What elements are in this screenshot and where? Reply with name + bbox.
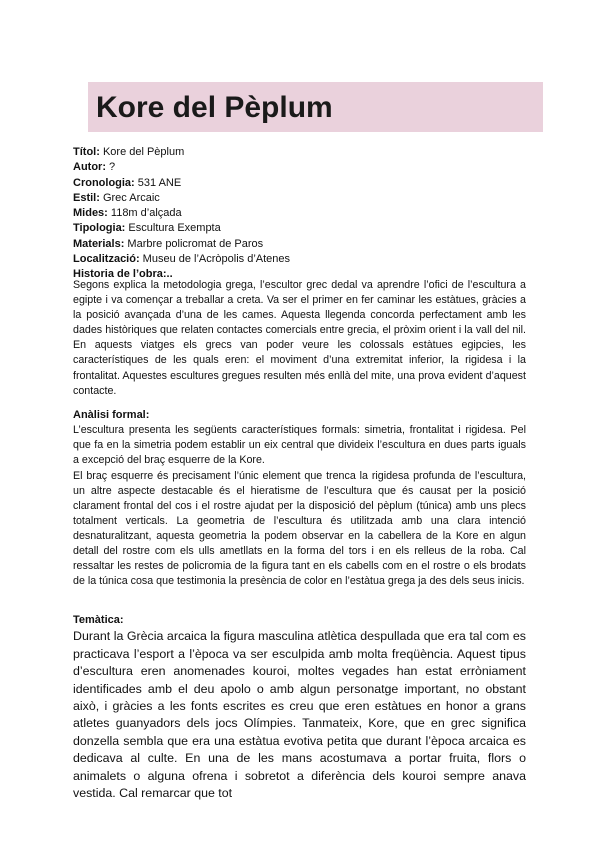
meta-value: ?	[106, 161, 116, 174]
tematica-heading: Temàtica:	[73, 614, 124, 626]
meta-row	[73, 145, 533, 160]
meta-value: Escultura Exempta	[125, 222, 221, 235]
tematica-section	[73, 613, 526, 802]
analisi-section	[73, 408, 526, 589]
tematica-paragraph: Durant la Grècia arcaica la figura masculina atlètica despullada que era tal com es practicava l’esport a l’època va ser esculpida amb molta freqüència. Aquest tipus d’escultura eren anomenades kouroi, moltes vegades han estat erròniament identificades amb el deu apolo o amb algun personatge important, no obstant això, i gràcies a les fonts escrites es creu que eren estàtues en honor a grans atletes guanyadors dels jocs Olímpies. Tanmateix, Kore, que en grec significa donzella sembla que era una estàtua evotiva petita que durant l’època arcaica es dedicava al culte. En una de les mans acostumava a portar fruita, flors o animalets o alguna ofrena i sobretot a diferència dels kouroi sempre anava vestida. Cal remarcar que tot	[73, 629, 526, 800]
meta-value: 531 ANE	[134, 176, 182, 189]
meta-label: Mides:	[73, 207, 108, 220]
meta-label: Estil:	[73, 191, 100, 204]
meta-value: Kore del Pèplum	[99, 146, 185, 158]
meta-row	[73, 191, 533, 206]
meta-row	[73, 252, 533, 267]
page-title: Kore del Pèplum	[96, 91, 333, 124]
meta-value: Grec Arcaic	[99, 191, 160, 204]
meta-label: Tipologia:	[73, 222, 126, 235]
meta-value: 118m d’alçada	[107, 207, 182, 220]
meta-label: Autor:	[73, 161, 106, 174]
meta-label: Materials:	[73, 237, 125, 250]
meta-row	[73, 206, 533, 221]
meta-row	[73, 221, 533, 236]
meta-row	[73, 160, 533, 175]
meta-label: Historia de l’obra:..	[73, 268, 173, 281]
analisi-heading: Anàlisi formal:	[73, 409, 150, 421]
meta-row	[73, 237, 533, 252]
meta-value: Marbre policromat de Paros	[124, 237, 264, 250]
analisi-paragraph-2: El braç esquerre és precisament l’únic element que trenca la rigidesa profunda de l’escultura, un altre aspecte destacable és el hieratisme de l’escultura que és causat per la posició clarament frontal del cos i el rostre ajudat per la disposició del pèplum (túnica) amb uns plecs totalment verticals. La geometria de l’escultura és utilitzada amb una clara intenció desnaturalitzant, aquesta geometria la podem observar en la cabellera de la Kore en algun detall del rostre com els ulls ametllats en la forma del tors i en els relleus de la roba. Cal ressaltar les restes de policromia de la figura tant en els cabells com en el rostre o els brodats de la túnica cosa que testimonia la presència de color en l’estàtua grega ja des dels seus inicis.	[73, 469, 526, 588]
meta-row	[73, 176, 533, 191]
title-banner	[88, 82, 543, 132]
meta-value: Museu de l’Acròpolis d’Atenes	[139, 253, 291, 266]
analisi-paragraph-1: L’escultura presenta les següents característiques formals: simetria, frontalitat i rigidesa. Pel que fa en la simetria podem establir un eix central que divideix l’escultura en dues parts iguals a excepció del braç esquerre de la Kore.	[73, 424, 526, 467]
meta-label: Títol:	[73, 146, 100, 158]
historia-section	[73, 278, 526, 399]
historia-paragraph: Segons explica la metodologia grega, l’escultor grec dedal va aprendre l’ofici de l’escultura a egipte i va començar a treballar a creta. Va ser el primer en fer caminar les estàtues, gràcies a la posició avançada d’una de les cames. Aquesta llegenda concorda perfectament amb les dades històriques que relaten contactes comercials entre grecia, el pròxim orient i la vall del nil. En aquests viatges els grecs van poder veure les colossals estàtues egipcies, les característiques de les quals eren: el moviment d’una extremitat inferior, la rigidesa i la frontalitat. Aquestes escultures gregues resulten més enllà del mite, una prova evident d’aquest contacte.	[73, 279, 526, 397]
meta-label: Cronologia:	[73, 176, 135, 189]
metadata-list	[73, 145, 533, 283]
meta-label: Localització:	[73, 253, 140, 266]
